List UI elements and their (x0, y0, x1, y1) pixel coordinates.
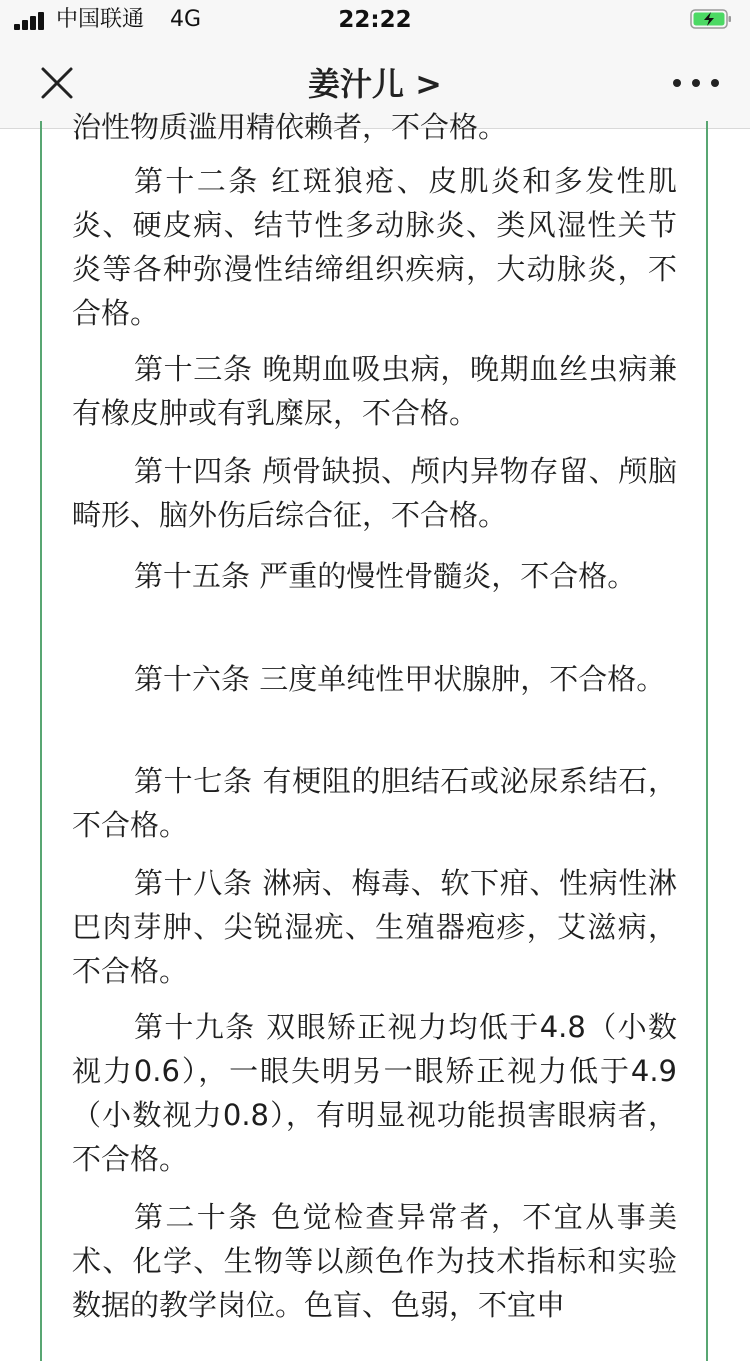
partial-top-line: 治性物质滥用精依赖者，不合格。 (72, 110, 508, 144)
more-icon[interactable] (668, 70, 724, 96)
article-paragraph-16: 第十六条 三度单纯性甲状腺肿，不合格。 (134, 662, 666, 696)
article-paragraph-13: 第十三条 晚期血吸虫病，晚期血丝虫病兼有橡皮肿或有乳糜尿，不合格。 (72, 352, 677, 430)
article-paragraph-18: 第十八条 淋病、梅毒、软下疳、性病性淋巴肉芽肿、尖锐湿疣、生殖器疱疹，艾滋病，不合格。 (72, 866, 677, 988)
status-time: 22:22 (338, 7, 412, 33)
status-bar (0, 0, 750, 40)
carrier-label: 中国联通 (56, 7, 145, 32)
battery-charging-icon (690, 9, 732, 29)
page-title-link[interactable]: 姜汁儿 > (308, 65, 442, 103)
article-paragraph-12: 第十二条 红斑狼疮、皮肌炎和多发性肌炎、硬皮病、结节性多动脉炎、类风湿性关节炎等各种弥漫性结缔组织疾病，大动脉炎，不合格。 (72, 164, 677, 330)
article-paragraph-19: 第十九条 双眼矫正视力均低于4.8（小数视力0.6），一眼失明另一眼矫正视力低于4.9（小数视力0.8），有明显视功能损害眼病者，不合格。 (72, 1010, 677, 1176)
article-paragraph-17: 第十七条 有梗阻的胆结石或泌尿系结石，不合格。 (72, 764, 677, 842)
article-content (0, 110, 750, 1334)
article-paragraph-15: 第十五条 严重的慢性骨髓炎，不合格。 (134, 559, 637, 593)
network-type: 4G (170, 7, 202, 32)
article-paragraph-20: 第二十条 色觉检查异常者，不宜从事美术、化学、生物等以颜色作为技术指标和实验数据的教学岗位。色盲、色弱，不宜申 (72, 1200, 677, 1322)
article-paragraph-14: 第十四条 颅骨缺损、颅内异物存留、颅脑畸形、脑外伤后综合征，不合格。 (72, 454, 677, 532)
